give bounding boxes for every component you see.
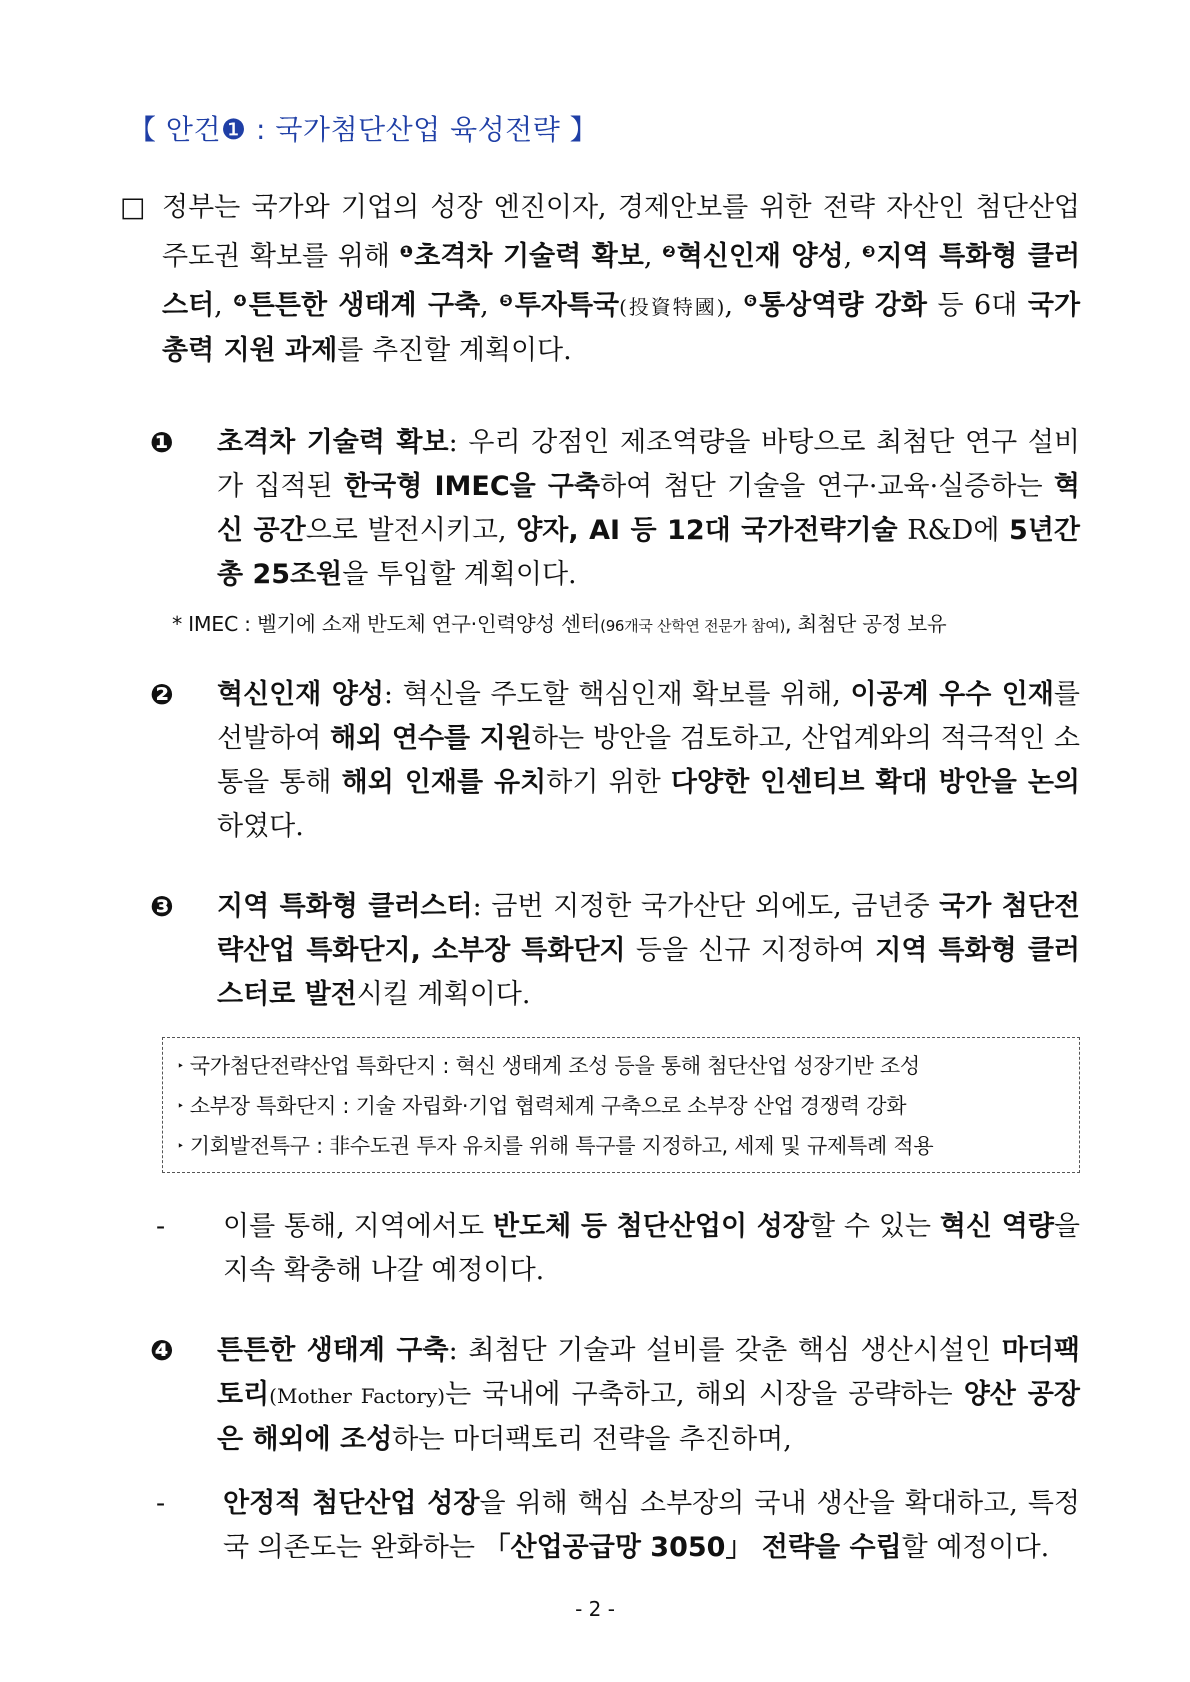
item-keyword: 이공계 우수 인재 [850,679,1054,710]
task-5-hanja: (投資特國) [619,295,725,319]
triangle-bullet-icon: ‣ [177,1099,184,1113]
title-name: 국가첨단산업 육성전략 [275,113,561,146]
triangle-bullet-icon: ‣ [177,1139,184,1153]
task-5: 투자특국 [514,290,620,321]
task-number-6: ❻ [743,291,760,310]
item-keyword: 양산 공장은 해외에 조성 [217,1379,1080,1455]
separator: , [643,241,663,272]
note-text: , 최첨단 공정 보유 [785,612,947,636]
lead-paragraph [120,186,1080,373]
section-item-2 [150,673,1080,849]
item-number-1: ❶ [150,426,174,459]
task-number-4: ❹ [233,291,249,310]
box-row [177,1126,1065,1166]
item-number-4: ❹ [150,1334,174,1367]
lead-text: 정부는 국가와 기업의 성장 엔진이자, 경제안보를 위한 전략 자산인 첨단산업 주도권 확보를 위해 [162,192,1080,272]
item-text: 는 국내에 구축하고, 해외 시장을 공략하는 [445,1379,964,1410]
item-text: 를 선발하여 [217,679,1081,754]
item-keyword: 국가 첨단전략산업 특화단지, 소부장 특화단지 [217,891,1080,966]
item-text: 을 투입할 계획이다. [342,559,577,590]
note-text: * IMEC : 벨기에 소재 반도체 연구·인력양성 센터 [172,612,601,636]
item-text: 하는 방안을 검토하고, 산업계와의 적극적인 소통을 통해 [217,723,1080,798]
dash-text: 할 수 있는 [808,1211,940,1242]
lead-keyword: 국가 총력 지원 과제 [162,290,1081,366]
item-text: 하였다. [217,811,304,842]
box-row-text: 기회발전특구 : 非수도권 투자 유치를 위해 특구를 지정하고, 세제 및 규제특례 적용 [189,1134,934,1158]
note-small-text: (96개국 산학연 전문가 참여) [600,617,786,635]
item-heading: 혁신인재 양성 [217,679,384,710]
agenda-title [128,108,1080,148]
separator: , [843,241,862,272]
item-text: 등을 신규 지정하여 [625,935,876,966]
item-text: 으로 발전시키고, [305,515,517,546]
checkbox-square-icon: □ [120,192,146,223]
item-text: 하는 마더팩토리 전략을 추진하며, [392,1424,792,1455]
lead-text: 등 6대 [926,290,1028,321]
separator: , [480,290,500,321]
separator: , [214,290,234,321]
task-number-1: ❶ [399,242,415,261]
dash-paragraph-1 [156,1205,1080,1293]
dash-keyword: 혁신 역량 [939,1211,1054,1242]
lead-text: 를 추진할 계획이다. [337,335,572,366]
title-bracket-close: 】 [569,113,599,146]
task-number-3: ❸ [861,242,877,261]
item-number-2: ❷ [150,678,174,711]
task-1: 초격차 기술력 확보 [414,241,644,272]
dash-keyword: 반도체 등 첨단산업이 성장 [492,1211,809,1242]
page-number: - 2 - [575,1597,615,1621]
dash-text: 을 위해 핵심 소부장의 국내 생산을 확대하고, 특정국 의존도는 완화하는 [223,1488,1080,1563]
item-keyword: 혁신 공간 [217,471,1080,546]
item-number-3: ❸ [150,890,174,923]
section-item-1 [150,421,1080,597]
dash-text: 을 지속 확충해 나갈 예정이다. [223,1211,1081,1286]
box-row [177,1086,1065,1126]
dash-text: 이를 통해, 지역에서도 [223,1211,493,1242]
title-bracket-open: 【 [128,113,157,146]
item-text: 하기 위한 [546,767,671,798]
item-text: 하여 첨단 기술을 연구·교육·실증하는 [600,471,1054,502]
task-3: 지역 특화형 클러스터 [162,241,1081,321]
item-keyword: 한국형 IMEC을 구축 [344,471,601,502]
title-separator: : [246,113,276,146]
dash-paragraph-2 [156,1482,1080,1570]
item-keyword: 5년간 총 25조원 [217,515,1080,590]
item-text: : 혁신을 주도할 핵심인재 확보를 위해, [383,679,851,710]
task-6: 통상역량 강화 [759,290,927,321]
section-item-3 [150,885,1080,1017]
item-keyword: 해외 인재를 유치 [341,767,547,798]
item-english-term: (Mother Factory) [269,1384,446,1408]
section-item-4 [150,1329,1080,1462]
title-number: ❶ [221,113,247,146]
dash-keyword: 「산업공급망 3050」 전략을 수립 [483,1532,902,1563]
dash-marker: - [156,1211,166,1242]
item-keyword: 양자, AI 등 12대 국가전략기술 [516,515,898,546]
task-number-2: ❷ [662,242,677,261]
title-prefix: 안건 [165,113,222,146]
separator: , [724,290,744,321]
item-heading: 초격차 기술력 확보 [217,427,449,458]
task-number-5: ❺ [499,291,515,310]
special-zones-box [162,1037,1080,1173]
box-row-text: 국가첨단전략산업 특화단지 : 혁신 생태계 조성 등을 통해 첨단산업 성장기반 조성 [189,1054,920,1078]
dash-marker: - [156,1488,166,1519]
item-keyword: 해외 연수를 지원 [330,723,532,754]
task-2: 혁신인재 양성 [676,241,844,272]
dash-text: 할 예정이다. [901,1532,1050,1563]
box-row [177,1046,1065,1086]
item-keyword: 지역 특화형 클러스터로 발전 [217,935,1080,1010]
task-4: 튼튼한 생태계 구축 [248,290,481,321]
item-text: R&D에 [897,515,1010,546]
item-heading: 튼튼한 생태계 구축 [217,1335,449,1366]
item-heading: 지역 특화형 클러스터 [217,891,473,922]
item-text: 시킬 계획이다. [356,979,531,1010]
box-row-text: 소부장 특화단지 : 기술 자립화·기업 협력체계 구축으로 소부장 산업 경쟁력 강화 [189,1094,907,1118]
item-keyword: 마더팩토리 [217,1335,1080,1410]
item-text: : 우리 강점인 제조역량을 바탕으로 최첨단 연구 설비가 집적된 [217,427,1080,502]
triangle-bullet-icon: ‣ [177,1059,184,1073]
dash-keyword: 안정적 첨단산업 성장 [223,1488,480,1519]
footnote-imec [172,607,1080,637]
item-text: : 금번 지정한 국가산단 외에도, 금년중 [472,891,940,922]
item-keyword: 다양한 인센티브 확대 방안을 논의 [670,767,1081,798]
item-text: : 최첨단 기술과 설비를 갖춘 핵심 생산시설인 [448,1335,1002,1366]
